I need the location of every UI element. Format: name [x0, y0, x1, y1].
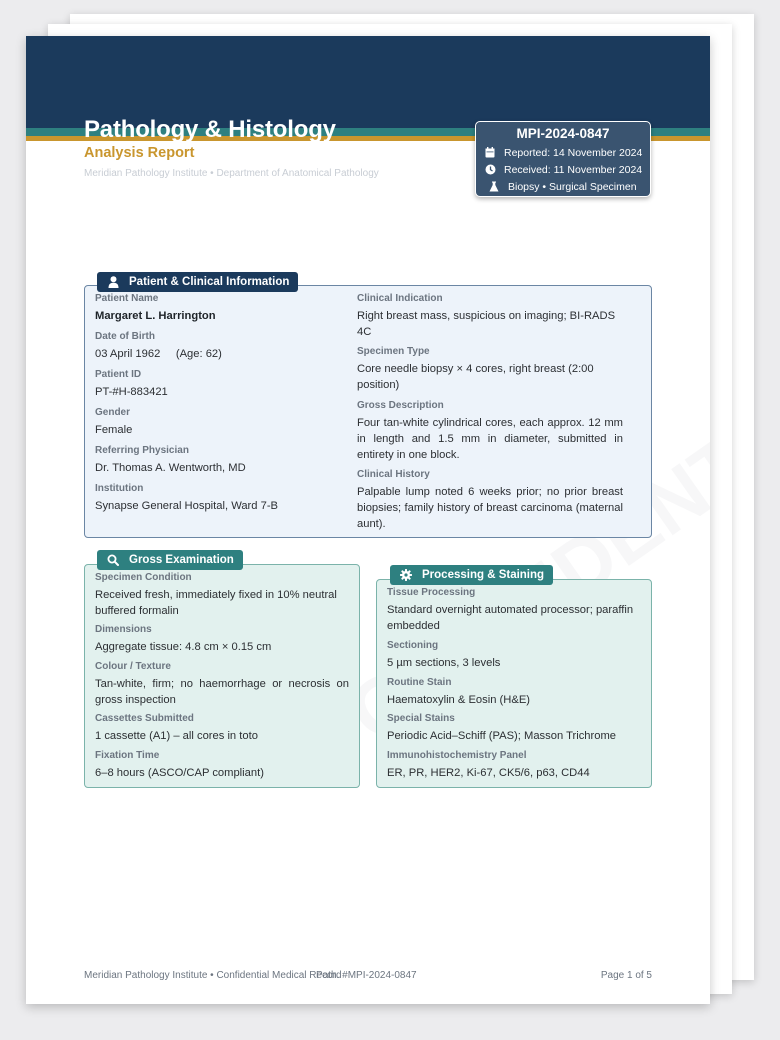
- report-id: MPI-2024-0847: [516, 126, 610, 141]
- field-value: Standard overnight automated processor; paraffin embedded: [387, 604, 634, 632]
- field-value: PT-#H-883421: [95, 386, 168, 398]
- field-cassettes-submitted: [95, 713, 349, 744]
- field-label: Colour / Texture: [95, 661, 171, 672]
- field-referring-physician: [95, 445, 345, 476]
- institute-line: Meridian Pathology Institute • Department of Anatomical Pathology: [84, 168, 379, 179]
- patient-section-title: Patient & Clinical Information: [129, 276, 290, 288]
- gross-section-heading: [97, 550, 243, 570]
- field-gender: [95, 407, 345, 438]
- field-value: Core needle biopsy × 4 cores, right breast (2:00 position): [357, 363, 594, 391]
- field-sectioning: [387, 640, 643, 671]
- field-label: Dimensions: [95, 624, 152, 635]
- field-label: Sectioning: [387, 640, 439, 651]
- field-label: Referring Physician: [95, 445, 189, 456]
- gear-icon: [400, 569, 412, 581]
- field-label: Specimen Type: [357, 346, 430, 357]
- field-ihc-panel: [387, 750, 643, 781]
- field-gross-description: [357, 400, 623, 463]
- field-label: Date of Birth: [95, 331, 155, 342]
- field-colour-texture: [95, 661, 349, 708]
- header-band: [26, 36, 710, 128]
- received-date: Received: 11 November 2024: [504, 163, 643, 176]
- field-fixation-time: [95, 750, 349, 781]
- field-value: Dr. Thomas A. Wentworth, MD: [95, 462, 246, 474]
- field-date-of-birth: [95, 331, 345, 362]
- field-label: Patient Name: [95, 293, 159, 304]
- field-label: Fixation Time: [95, 750, 160, 761]
- field-value: Periodic Acid–Schiff (PAS); Masson Trichrome: [387, 730, 617, 742]
- field-label: Tissue Processing: [387, 587, 476, 598]
- clock-icon: [484, 164, 496, 176]
- field-clinical-indication: [357, 293, 623, 340]
- footer-left: Meridian Pathology Institute • Confidential Medical Record: [84, 970, 342, 981]
- calendar-icon: [484, 147, 496, 159]
- field-label: Institution: [95, 483, 144, 494]
- field-value: 1 cassette (A1) – all cores in toto: [95, 730, 258, 742]
- field-value: Female: [95, 424, 133, 436]
- report-page: [26, 36, 710, 1004]
- reported-date: Reported: 14 November 2024: [504, 146, 643, 159]
- field-tissue-processing: [387, 587, 643, 634]
- field-patient-id: [95, 369, 345, 400]
- field-label: Immunohistochemistry Panel: [387, 750, 527, 761]
- field-label: Routine Stain: [387, 677, 452, 688]
- field-value: ER, PR, HER2, Ki-67, CK5/6, p63, CD44: [387, 767, 590, 779]
- field-label: Special Stains: [387, 713, 455, 724]
- field-patient-name: [95, 293, 345, 324]
- processing-section-heading: [390, 565, 553, 585]
- field-label: Specimen Condition: [95, 572, 192, 583]
- field-value: Margaret L. Harrington: [95, 310, 216, 322]
- report-subtitle: Analysis Report: [84, 145, 195, 161]
- field-dimensions: [95, 624, 349, 655]
- processing-section-title: Processing & Staining: [422, 569, 545, 581]
- field-institution: [95, 483, 345, 514]
- field-clinical-history: [357, 469, 623, 532]
- field-label: Clinical Indication: [357, 293, 443, 304]
- field-value: 03 April 1962 (Age: 62): [95, 348, 222, 360]
- field-value: Haematoxylin & Eosin (H&E): [387, 694, 531, 706]
- field-routine-stain: [387, 677, 643, 708]
- specimen-kind: Biopsy • Surgical Specimen: [508, 180, 637, 193]
- user-icon: [107, 276, 119, 288]
- field-value: 5 µm sections, 3 levels: [387, 657, 501, 669]
- field-value: Received fresh, immediately fixed in 10% neutral buffered formalin: [95, 589, 337, 617]
- footer-center: Path. #MPI-2024-0847: [316, 970, 417, 981]
- field-value: Palpable lump noted 6 weeks prior; no prior breast biopsies; family history of breast carcinoma (maternal aunt).: [357, 486, 623, 530]
- field-specimen-condition: [95, 572, 349, 619]
- search-icon: [107, 554, 119, 566]
- field-label: Gross Description: [357, 400, 444, 411]
- field-value: Synapse General Hospital, Ward 7-B: [95, 500, 279, 512]
- report-id-card: [475, 121, 651, 197]
- field-value: Right breast mass, suspicious on imaging; BI-RADS 4C: [357, 310, 616, 338]
- flask-icon: [488, 181, 500, 193]
- field-value: Aggregate tissue: 4.8 cm × 0.15 cm: [95, 641, 272, 653]
- field-value: Tan-white, firm; no haemorrhage or necrosis on gross inspection: [95, 678, 349, 706]
- field-label: Cassettes Submitted: [95, 713, 194, 724]
- field-value: Four tan-white cylindrical cores, each approx. 12 mm in length and 1.5 mm in diameter, submitted in entirety in one block.: [357, 417, 623, 461]
- gross-section-title: Gross Examination: [129, 554, 234, 566]
- report-title: Pathology & Histology: [84, 116, 336, 143]
- field-label: Gender: [95, 407, 131, 418]
- field-value: 6–8 hours (ASCO/CAP compliant): [95, 767, 264, 779]
- field-special-stains: [387, 713, 643, 744]
- field-label: Patient ID: [95, 369, 142, 380]
- field-label: Clinical History: [357, 469, 430, 480]
- patient-section-heading: [97, 272, 298, 292]
- page-number: Page 1 of 5: [600, 970, 652, 981]
- field-specimen-type: [357, 346, 623, 393]
